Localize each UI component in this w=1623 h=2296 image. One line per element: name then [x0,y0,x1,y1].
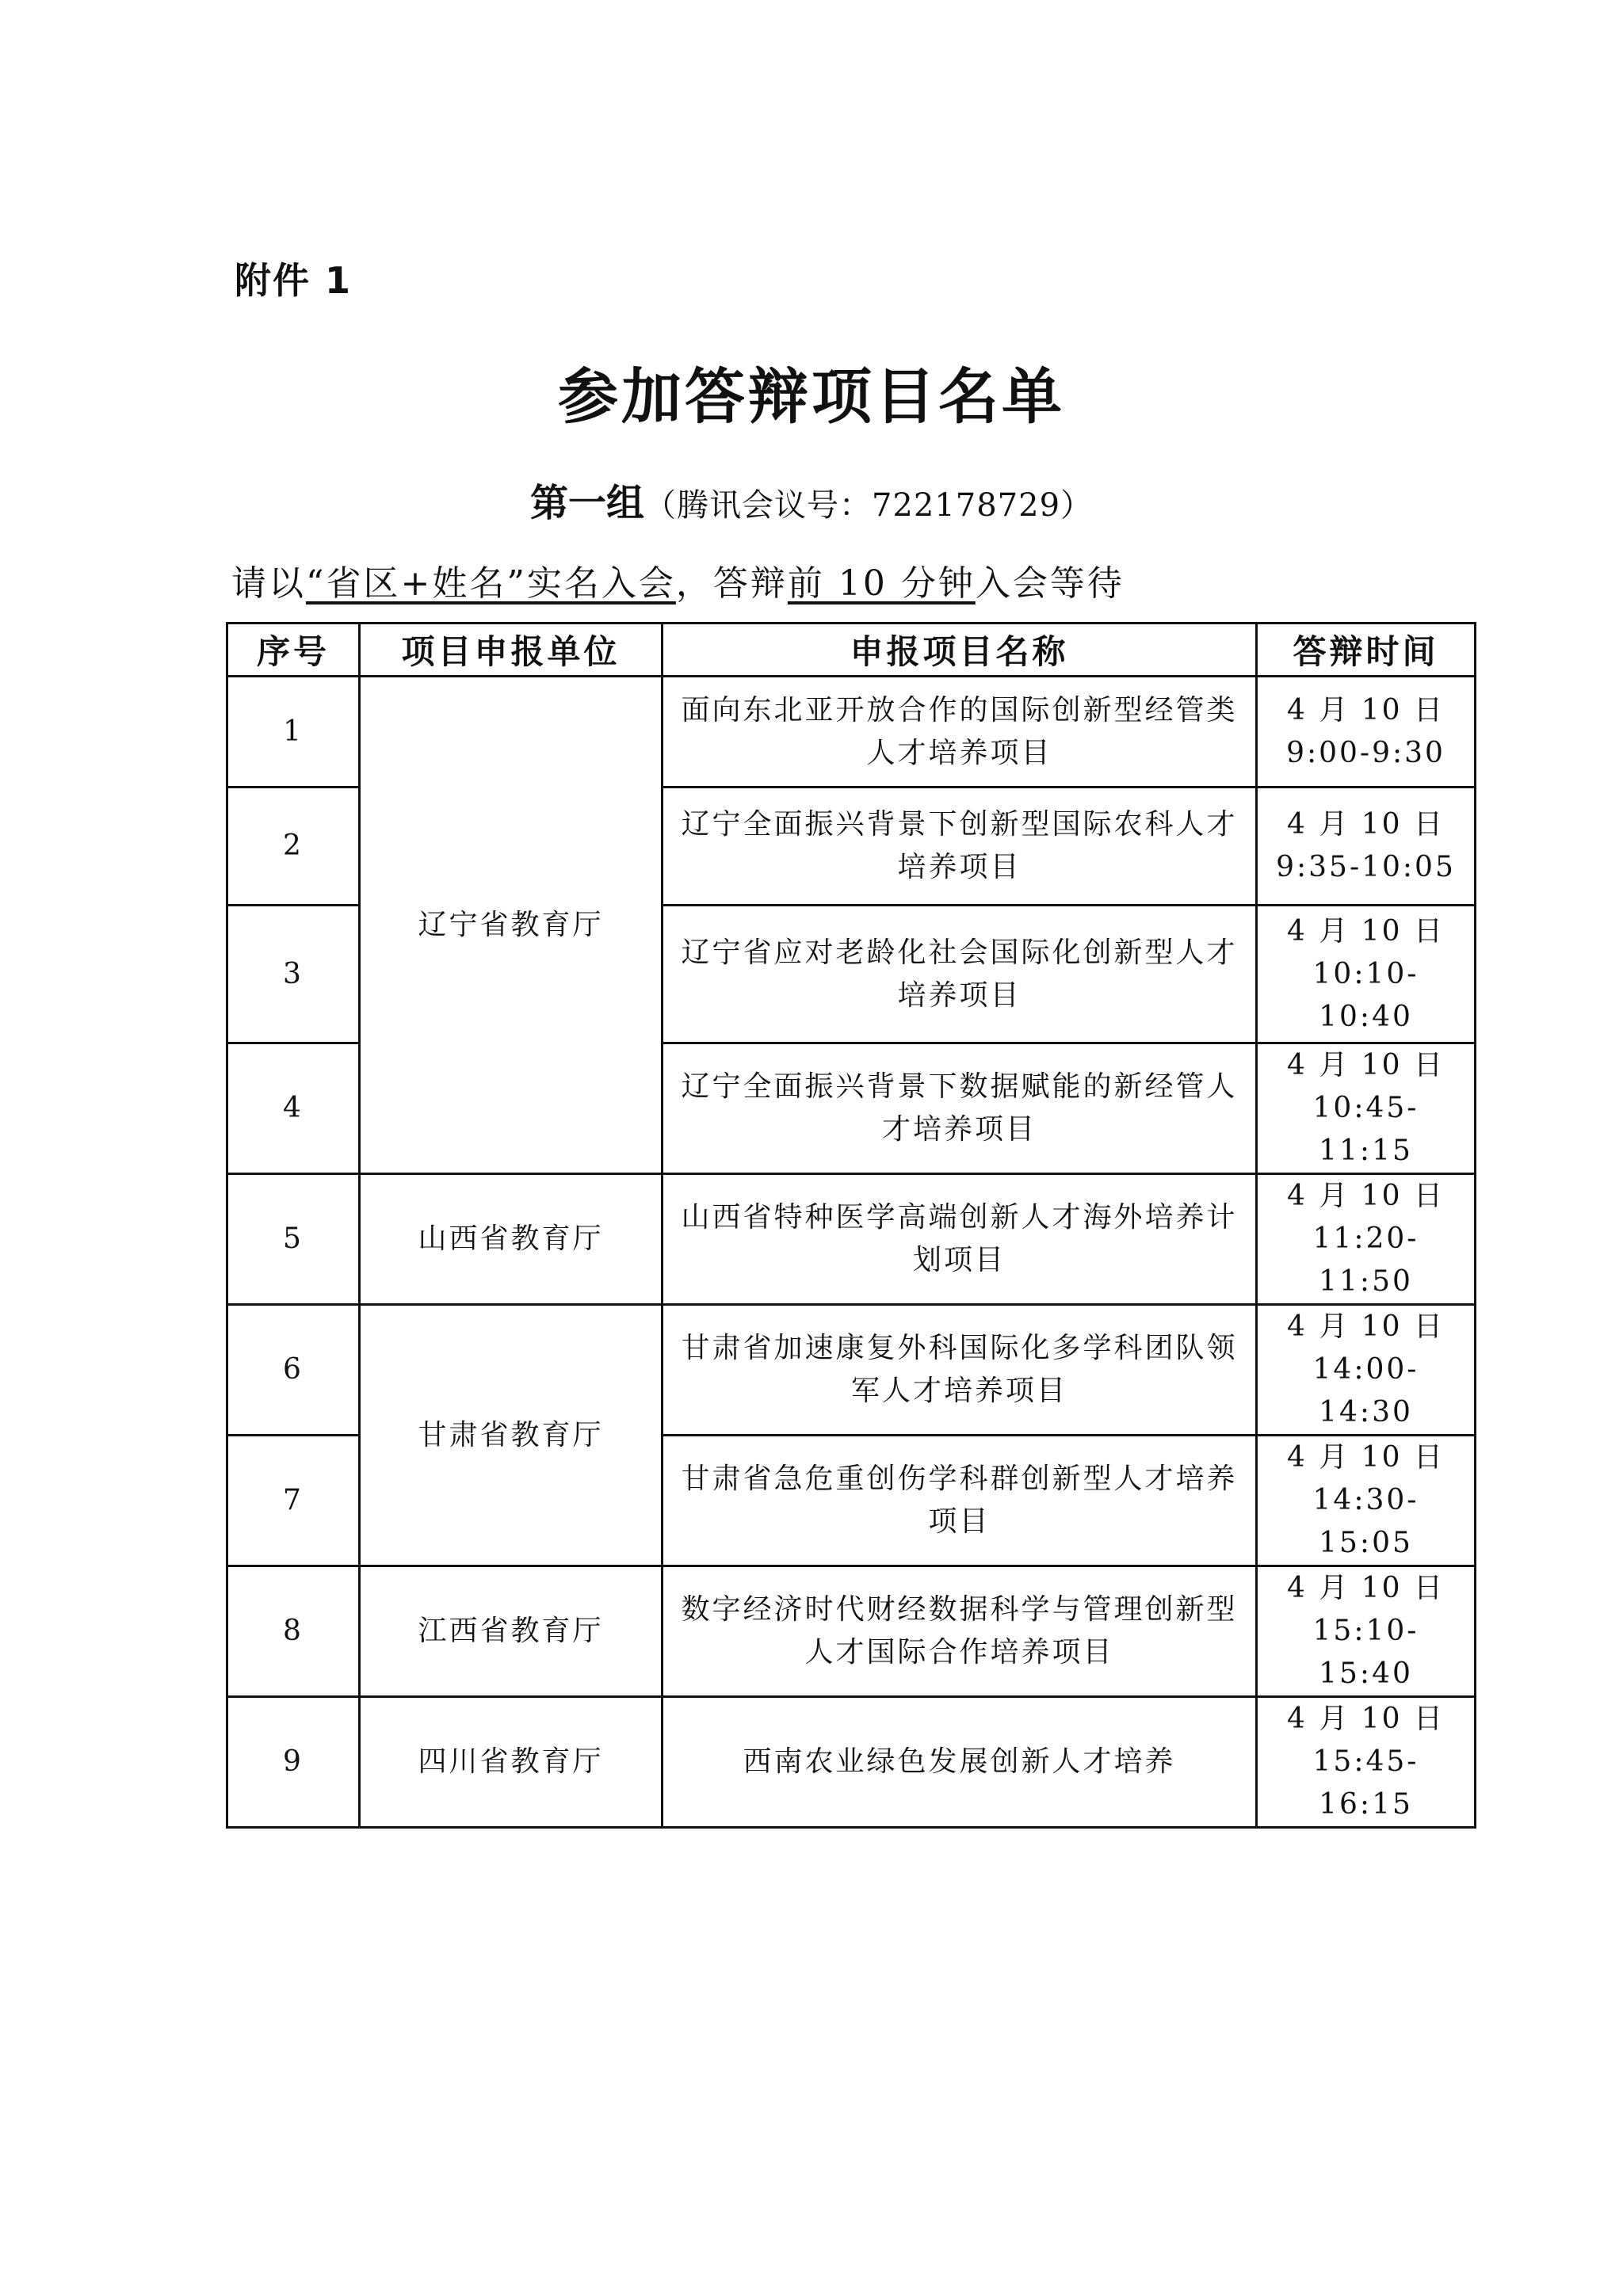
row-project: 数字经济时代财经数据科学与管理创新型人才国际合作培养项目 [663,1566,1257,1697]
row-time [1257,1436,1476,1566]
table-row [227,1305,1476,1436]
row-slot: 9:00-9:30 [1286,736,1445,769]
row-slot: 9:35-10:05 [1276,851,1456,883]
row-date: 4 月 10 日 [1286,808,1445,841]
row-slot: 14:00-14:30 [1312,1353,1419,1428]
group-heading [0,472,1623,527]
row-project: 辽宁全面振兴背景下数据赋能的新经管人才培养项目 [663,1043,1257,1174]
row-number: 9 [227,1697,360,1828]
row-slot: 15:45-16:15 [1312,1745,1419,1821]
row-number: 3 [227,906,360,1043]
meeting-id: （腾讯会议号：722178729） [643,487,1094,524]
instruction-naming-rule: “省区+姓名”实名入会 [306,563,676,604]
page-title: 参加答辩项目名单 [558,361,1065,432]
instruction-suffix: 入会等待 [975,563,1125,604]
row-date: 4 月 10 日 [1286,914,1445,948]
table-row [227,1566,1476,1697]
instruction-prefix: 请以 [231,563,306,604]
row-date: 4 月 10 日 [1286,1441,1445,1474]
row-date: 4 月 10 日 [1286,1049,1445,1081]
row-number: 7 [227,1436,360,1566]
header-number: 序号 [227,624,360,677]
header-time: 答辩时间 [1257,624,1476,677]
defense-schedule-table [226,622,1476,1829]
row-number: 1 [227,677,360,788]
row-number: 8 [227,1566,360,1697]
row-project: 山西省特种医学高端创新人才海外培养计划项目 [663,1174,1257,1305]
join-instruction [231,555,1125,605]
row-slot: 11:20-11:50 [1312,1222,1419,1298]
row-time [1257,1697,1476,1828]
row-project: 面向东北亚开放合作的国际创新型经管类人才培养项目 [663,677,1257,788]
row-time [1257,1305,1476,1436]
instruction-time-rule: 前 10 分钟 [787,563,976,604]
row-date: 4 月 10 日 [1286,1310,1445,1343]
table-header-row [227,624,1476,677]
row-unit: 四川省教育厅 [360,1697,663,1828]
row-date: 4 月 10 日 [1286,1180,1445,1212]
table-row [227,1174,1476,1305]
table-row [227,677,1476,788]
row-number: 6 [227,1305,360,1436]
row-unit: 江西省教育厅 [360,1566,663,1697]
row-date: 4 月 10 日 [1286,693,1445,727]
row-project: 甘肃省加速康复外科国际化多学科团队领军人才培养项目 [663,1305,1257,1436]
row-slot: 10:45-11:15 [1312,1092,1419,1167]
header-project: 申报项目名称 [663,624,1257,677]
row-date: 4 月 10 日 [1286,1703,1445,1735]
row-unit: 甘肃省教育厅 [360,1305,663,1566]
row-slot: 15:10-15:40 [1312,1615,1419,1690]
row-number: 2 [227,788,360,906]
row-project: 西南农业绿色发展创新人才培养 [663,1697,1257,1828]
row-project: 辽宁省应对老龄化社会国际化创新型人才培养项目 [663,906,1257,1043]
instruction-middle: ，答辩 [675,563,788,604]
row-unit: 山西省教育厅 [360,1174,663,1305]
row-time [1257,1174,1476,1305]
attachment-label: 附件 1 [235,259,353,302]
header-unit: 项目申报单位 [360,624,663,677]
row-date: 4 月 10 日 [1286,1572,1445,1604]
row-project: 辽宁全面振兴背景下创新型国际农科人才培养项目 [663,788,1257,906]
row-slot: 10:10-10:40 [1312,957,1419,1033]
row-time [1257,1043,1476,1174]
row-time [1257,677,1476,788]
row-project: 甘肃省急危重创伤学科群创新型人才培养项目 [663,1436,1257,1566]
row-time [1257,1566,1476,1697]
row-number: 5 [227,1174,360,1305]
row-unit: 辽宁省教育厅 [360,677,663,1174]
group-name: 第一组 [529,481,644,525]
table-row [227,1697,1476,1828]
row-time [1257,906,1476,1043]
row-time [1257,788,1476,906]
row-slot: 14:30-15:05 [1312,1484,1419,1559]
row-number: 4 [227,1043,360,1174]
